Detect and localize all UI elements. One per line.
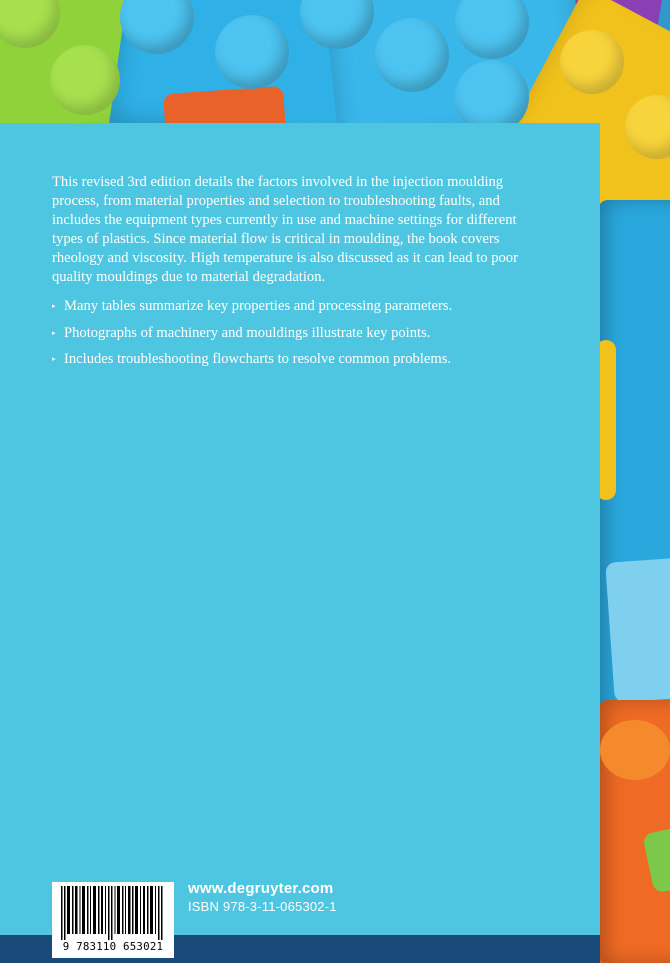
feature-text: Photographs of machinery and mouldings illustrate key points.	[64, 324, 431, 341]
cover-text-panel	[0, 123, 600, 953]
blue-stud	[215, 15, 289, 89]
isbn-text: ISBN 978-3-11-065302-1	[188, 899, 337, 914]
feature-text: Many tables summarize key properties and processing parameters.	[64, 298, 453, 314]
barcode-bars-icon	[61, 886, 165, 940]
blue-stud	[375, 18, 449, 92]
feature-text: Includes troubleshooting flowcharts to resolve common problems.	[64, 351, 452, 367]
book-description: This revised 3rd edition details the factors involved in the injection moulding process, from material properties and selection to troubleshooting faults, and includes the equipment types currently in use and machine settings for different types of plastics. Since material flow is critical in moulding, the book covers rheology and viscosity. High temperature is also discussed as it can lead to poor quality mouldings due to material degradation.	[52, 174, 518, 285]
triangle-bullet-icon: ▸	[52, 328, 56, 337]
orange-stud	[600, 720, 670, 780]
publisher-url[interactable]: www.degruyter.com	[188, 880, 334, 897]
isbn-barcode	[52, 882, 174, 958]
yellow-stud	[560, 30, 624, 94]
triangle-bullet-icon: ▸	[52, 302, 56, 310]
list-item	[52, 350, 552, 368]
barcode-number: 9 783110 653021	[62, 940, 164, 953]
light-blue-block	[605, 557, 670, 702]
list-item	[52, 297, 552, 315]
green-stud	[50, 45, 120, 115]
triangle-bullet-icon: ▸	[52, 355, 56, 363]
list-item	[52, 324, 552, 342]
feature-list	[52, 297, 552, 377]
